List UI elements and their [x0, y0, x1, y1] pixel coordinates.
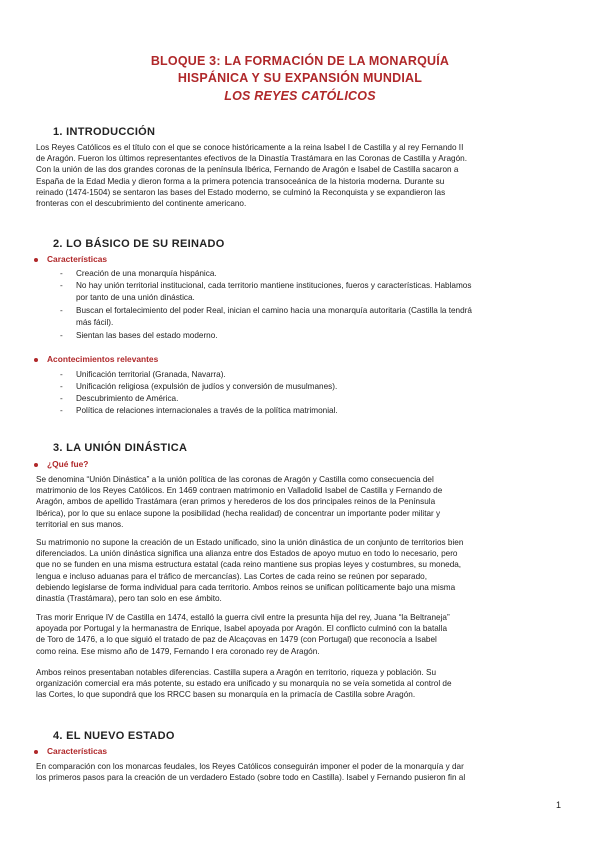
text-line: fronteras con el descubrimiento del continente americano. [36, 199, 247, 209]
text-line: Aragón, ambos de apellido Trastámara (eran primos y herederos de los dos principales reinos de la Península [36, 497, 436, 507]
text-line: Ibérica), por lo que su enlace supone la posibilidad (hecha realidad) de concentrar un importante poder militar y [36, 508, 441, 518]
text-line: territorial en sus manos. [36, 519, 124, 529]
text-line: las Cortes, lo que supondrá que los RRCC basen su monarquía en la primacía de Castilla sobre Aragón. [36, 690, 416, 700]
bullet-icon [34, 258, 38, 262]
union-paragraph-4 [36, 667, 564, 701]
section-heading-basico: 2. LO BÁSICO DE SU REINADO [53, 238, 225, 250]
text-line: debiendo legislarse de forma individual para cada territorio. Ambos reinos se unifican políticamente bajo una misma [36, 582, 456, 592]
text-line: Los Reyes Católicos es el título con el que se conoce históricamente a la reina Isabel I de Castilla y al rey Fernando II [36, 143, 464, 152]
intro-paragraph [36, 142, 564, 209]
bullet-icon [34, 750, 38, 754]
page-number: 1 [556, 800, 562, 810]
bullet-icon [34, 358, 38, 362]
section-heading-union: 3. LA UNIÓN DINÁSTICA [53, 442, 188, 454]
union-paragraph-1 [36, 474, 564, 530]
text-line: En comparación con los monarcas feudales, los Reyes Católicos conseguirán imponer el poder de la monarquía y dar [36, 762, 464, 771]
estado-paragraph-1 [36, 761, 564, 783]
union-paragraph-2 [36, 537, 564, 604]
text-line: de Aragón. Fueron los últimos representantes efectivos de la Dinastía Trastámara en las Coronas de Castilla y Aragón. [36, 154, 467, 164]
section-heading-nuevo-estado: 4. EL NUEVO ESTADO [53, 730, 175, 742]
title-line-1: BLOQUE 3: LA FORMACIÓN DE LA MONARQUÍA [150, 54, 450, 68]
text-line: Se denomina “Unión Dinástica” a la unión política de las coronas de Aragón y Castilla como consecuencia del [36, 475, 434, 484]
text-line: reinado (1474-1504) se sentaron las bases del Estado moderno, se culminó la Reconquista y se expandieron las [36, 187, 446, 197]
section-heading-introduccion: 1. INTRODUCCIÓN [53, 126, 156, 138]
subheading-que-fue: ¿Qué fue? [34, 459, 88, 469]
text-line: diferenciados. La unión dinástica significa una alianza entre dos Estados de apoyo mutuo en todo lo necesario, pero [36, 549, 458, 559]
text-line: España de la Edad Media y dieron forma a la primera potencia transoceánica de la historia moderna. Durante su [36, 176, 445, 186]
text-line: que no se funden en una misma estructura estatal (cada reino mantiene sus propias leyes y costumbres, su moneda, [36, 560, 462, 570]
text-line: de Toro de 1476, a lo que siguió el tratado de paz de Alcaçovas en 1479 (con Portugal) que reconocía a Isabel [36, 635, 437, 645]
text-line: los primeros pasos para la creación de un verdadero Estado (sobre todo en Castilla). Isabel y Fernando pusieron fin al [36, 773, 466, 783]
text-line: como reina. Ese mismo año de 1479, Fernando I era coronado rey de Aragón. [36, 646, 320, 656]
document-page: BLOQUE 3: LA FORMACIÓN DE LA MONARQUÍA HISPÁNICA Y SU EXPANSIÓN MUNDIAL LOS REYES CATÓLICOS 1. INTRODUCCIÓN Los Reyes Católicos es el título con el que se conoce históricamente a la reina Isabel I de Castilla y al rey Fernando II de Aragón. Fueron los últimos representantes efectivos de la Dinastía Trastámara en las Coronas de Castilla y Aragón. Con la unión de las dos grandes coronas de la península Ibérica, Fernando de Aragón e Isabel de Castilla sacaron a España de la Edad Media y dieron forma a la primera potencia transoceánica de la historia moderna. Durante su reinado (1474-1504) se sentaron las bases del Estado moderno, se culminó la Reconquista y se expandieron las fronteras con el descubrimiento del continente americano. 2. LO BÁSICO DE SU REINADO Características - Creación de una monarquía hispánica. - No hay unión territorial institucional, cada territorio mantiene instituciones, fueros y características. Hablamos por tanto de una unión dinástica. - Buscan el fortalecimiento del poder Real, inician el camino hacia una monarquía autoritaria (Castilla la tendrá más fácil). - Sientan las bases del estado moderno. Acontecimientos relevantes - Unificación territorial (Granada, Navarra). - Unificación religiosa (expulsión de judíos y conversión de musulmanes). - Descubrimiento de América. - Política de relaciones internacionales a través de la política matrimonial. 3. LA UNIÓN DINÁSTICA ¿Qué fue? Se denomina “Unión Dinástica” a la unión política de las coronas de Aragón y Castilla como consecuencia del matrimonio de los Reyes Católicos. En 1469 contraen matrimonio en Valladolid Isabel de Castilla y Fernando de Aragón, ambos de apellido Trastámara (eran primos y herederos de los dos principales reinos de la Península Ibérica), por lo que su enlace supone la posibilidad (hecha realidad) de concentrar un importante poder militar y territorial en sus manos. Su matrimonio no supone la creación de un Estado unificado, sino la unión dinástica de un conjunto de territorios bien diferenciados. La unión dinástica significa una alianza entre dos Estados de apoyo mutuo en todo lo necesario, pero que no se funden en una misma estructura estatal (cada reino mantiene sus propias leyes y costumbres, su moneda, lengua e incluso aduanas para el tráfico de mercancías). Las Cortes de cada reino se reúnen por separado, debiendo legislarse de forma individual para cada territorio. Ambos reinos se unifican políticamente bajo una misma dinastía (Trastámara), pero tan solo en ese ámbito. Tras morir Enrique IV de Castilla en 1474, estalló la guerra civil entre la presunta hija del rey, Juana “la Beltraneja” apoyada por Portugal y la hermanastra de Enrique, Isabel apoyada por Aragón. El conflicto culminó con la batalla de Toro de 1476, a lo que siguió el tratado de paz de Alcaçovas en 1479 (con Portugal) que reconocía a Isabel como reina. Ese mismo año de 1479, Fernando I era coronado rey de Aragón. Ambos reinos presentaban notables diferencias. Castilla supera a Aragón en territorio, riqueza y población. Su organización comercial era más potente, su estado era unificado y su monarquía no se veía sometida al control de las Cortes, lo que supondrá que los RRCC basen su monarquía en la primacía de Castilla sobre Aragón. 4. EL NUEVO ESTADO Características En comparación con los monarcas feudales, los Reyes Católicos conseguirán imponer el poder de la monarquía y dar los primeros pasos para la creación de un verdadero Estado (sobre todo en Castilla). Isabel y Fernando pusieron fin al 1 [0, 0, 600, 848]
text-line: apoyada por Portugal y la hermanastra de Enrique, Isabel apoyada por Aragón. El conflicto culminó con la batalla [36, 624, 447, 634]
text-line: organización comercial era más potente, su estado era unificado y su monarquía no se veía sometida al control de [36, 679, 452, 689]
title-line-3: LOS REYES CATÓLICOS [224, 89, 376, 103]
subheading-acontecimientos: Acontecimientos relevantes [34, 354, 158, 364]
union-paragraph-3 [36, 612, 564, 657]
text-line: Tras morir Enrique IV de Castilla en 1474, estalló la guerra civil entre la presunta hija del rey, Juana “la Beltraneja” [36, 613, 450, 622]
text-line: lengua e incluso aduanas para el tráfico de mercancías). Las Cortes de cada reino se reúnen por separado, [36, 571, 427, 581]
title-line-2: HISPÁNICA Y SU EXPANSIÓN MUNDIAL [177, 71, 423, 85]
bullet-icon [34, 463, 38, 467]
text-line: Con la unión de las dos grandes coronas de la península Ibérica, Fernando de Aragón e Isabel de Castilla sacaron a [36, 165, 459, 175]
text-line: Su matrimonio no supone la creación de un Estado unificado, sino la unión dinástica de un conjunto de territorios bien [36, 538, 464, 547]
subheading-caracteristicas-estado: Características [34, 746, 107, 756]
text-line: matrimonio de los Reyes Católicos. En 1469 contraen matrimonio en Valladolid Isabel de Castilla y Fernando de [36, 486, 443, 496]
text-line: Ambos reinos presentaban notables diferencias. Castilla supera a Aragón en territorio, riqueza y población. Su [36, 668, 437, 677]
subheading-caracteristicas: Características [34, 254, 107, 264]
text-line: dinastía (Trastámara), pero tan solo en ese ámbito. [36, 594, 222, 604]
